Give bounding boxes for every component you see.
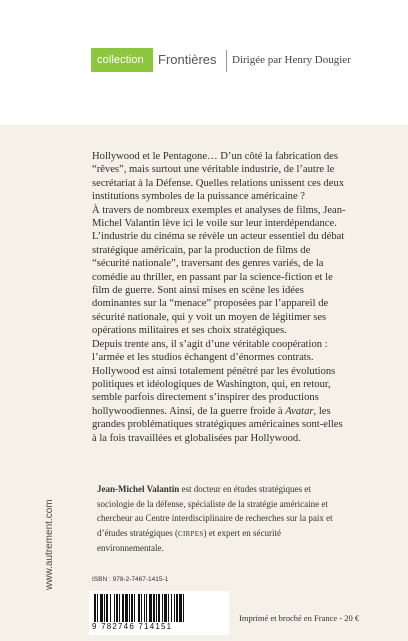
barcode-bar	[129, 594, 130, 622]
publisher-url: www.autrement.com	[44, 499, 55, 590]
header-divider	[226, 50, 227, 72]
barcode-bar	[168, 594, 169, 622]
barcode-bar	[162, 594, 163, 622]
blurb-paragraph-2: À travers de nombreux exemples et analyses de films, Jean-Michel Valantin lève ici le voile sur leur interdépendance. L’industrie du cinéma se révèle un acteur essentiel du débat stratégique américain, par la production de films de “sécurité nationale”, traversant des genres variés, de la comédie au thriller, en passant par la science-fiction et le film de guerre. Sont ainsi mises en scène les idées dominantes sur la “menace” proposées par l’appareil de sécurité nationale, qui y voit un moyen de légitimer ses opérations militaires et ses choix stratégiques.	[92, 204, 346, 337]
barcode-bar	[114, 594, 115, 622]
barcode-bar	[100, 594, 103, 622]
blurb-paragraph-3-text: Depuis trente ans, il s’agit d’une véritable coopération : l’armée et les studios échangent d’énormes contrats. Hollywood est ainsi totalement pénétré par les évolutions politiques et idéologiques de Washington, qui, en retour, semble parfois directement s’inspirer des productions hollywoodiennes. Ainsi, de la guerre froide à	[92, 338, 336, 417]
author-bio	[97, 482, 341, 556]
barcode-bar	[176, 594, 178, 622]
barcode-bar	[134, 594, 135, 622]
barcode-bar	[110, 594, 111, 622]
blurb-paragraph-3-tail: , les grandes problématiques stratégiques américaines sont-elles à la fois travaillées et globalisées par Hollywood.	[92, 405, 343, 444]
barcode-bar	[119, 594, 120, 622]
barcode-bar	[146, 594, 147, 622]
barcode-bar	[138, 594, 140, 622]
blurb-paragraph-1: Hollywood et le Pentagone… D’un côté la fabrication des “rêves”, mais surtout une véritable industrie, de l’autre le secrétariat à la Défense. Quelles relations unissent ces deux institutions symboles de la puissance américaine ?	[92, 151, 345, 203]
barcode-bar	[97, 594, 98, 622]
print-price-line: Imprimé et broché en France - 20 €	[239, 613, 360, 623]
author-name: Jean-Michel Valantin	[97, 484, 180, 494]
series-name: Frontières	[158, 52, 217, 67]
barcode-bar	[104, 594, 105, 622]
barcode-bar	[125, 594, 128, 622]
cover-header	[0, 0, 408, 125]
barcode-bar	[106, 594, 108, 622]
barcode-bars	[94, 594, 224, 622]
barcode-bar	[144, 594, 145, 622]
blurb-paragraph-3	[92, 338, 348, 445]
series-director: Dirigée par Henry Dougier	[232, 54, 351, 66]
bio-text-1: est docteur en études stratégiques et sociologie de la défense, spécialiste de la stratégie américaine et chercheur au Centre interdisciplinaire de recherches sur la paix et d’études stratégiques (	[97, 484, 333, 538]
bio-text-2: ) et expert en sécurité environnementale.	[97, 527, 281, 553]
barcode-bar	[141, 594, 142, 622]
film-title-avatar: Avatar	[285, 405, 314, 417]
isbn-label: ISBN : 978-2-7467-1415-1	[92, 576, 169, 583]
barcode-bar	[183, 594, 184, 622]
barcode-digits: 9 782746 714151	[92, 622, 173, 631]
barcode-bar	[149, 594, 152, 622]
barcode-bar	[174, 594, 175, 622]
collection-label: collection	[97, 54, 144, 66]
barcode-bar	[158, 594, 160, 622]
barcode-bar	[122, 594, 124, 622]
barcode-bar	[171, 594, 172, 622]
bio-acronym: CIRPES	[177, 529, 204, 538]
back-cover-blurb	[92, 150, 348, 445]
barcode-bar	[94, 594, 96, 622]
barcode-bar	[179, 594, 182, 622]
barcode-bar	[153, 594, 155, 622]
barcode	[89, 591, 229, 635]
barcode-bar	[156, 594, 157, 622]
barcode-bar	[164, 594, 167, 622]
barcode-bar	[131, 594, 133, 622]
barcode-bar	[116, 594, 118, 622]
